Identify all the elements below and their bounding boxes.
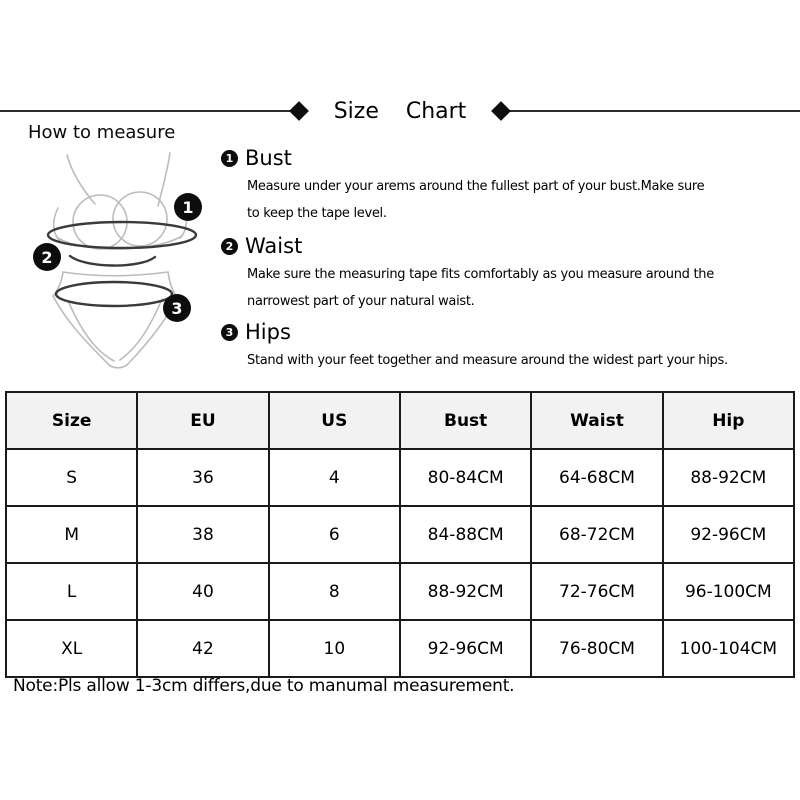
table-header-row — [6, 392, 794, 449]
section-hips-description — [247, 347, 799, 374]
cell-size: XL — [6, 620, 137, 677]
column-header-hip: Hip — [663, 392, 794, 449]
how-to-measure-heading: How to measure — [28, 122, 176, 143]
section-bust-title: Bust — [245, 146, 292, 170]
diamond-icon — [491, 101, 511, 121]
cell-waist: 72-76CM — [531, 563, 662, 620]
cell-eu: 40 — [137, 563, 268, 620]
column-header-waist: Waist — [531, 392, 662, 449]
cell-eu: 38 — [137, 506, 268, 563]
cell-us: 10 — [269, 620, 400, 677]
table-row-l — [6, 563, 794, 620]
column-header-bust: Bust — [400, 392, 531, 449]
header-line-left — [0, 110, 292, 112]
description-line: narrowest part of your natural waist. — [247, 294, 475, 309]
cell-size: S — [6, 449, 137, 506]
table-row-xl — [6, 620, 794, 677]
cell-bust: 88-92CM — [400, 563, 531, 620]
section-hips — [221, 320, 799, 374]
table-row-s — [6, 449, 794, 506]
section-waist — [221, 234, 799, 315]
cell-bust: 84-88CM — [400, 506, 531, 563]
figure-marker-1 — [174, 193, 202, 221]
cell-size: L — [6, 563, 137, 620]
cell-hip: 96-100CM — [663, 563, 794, 620]
description-line: to keep the tape level. — [247, 206, 387, 221]
marker-1-badge: 1 — [221, 150, 238, 167]
section-bust-description — [247, 173, 799, 227]
section-waist-title: Waist — [245, 234, 303, 258]
marker-2-badge: 2 — [221, 238, 238, 255]
bikini-illustration — [10, 138, 215, 373]
cell-us: 6 — [269, 506, 400, 563]
cell-us: 4 — [269, 449, 400, 506]
description-line: Stand with your feet together and measure around the widest part your hips. — [247, 353, 728, 368]
marker-3-badge: 3 — [221, 324, 238, 341]
section-bust — [221, 146, 799, 227]
cell-waist: 76-80CM — [531, 620, 662, 677]
table-row-m — [6, 506, 794, 563]
cell-bust: 80-84CM — [400, 449, 531, 506]
column-header-us: US — [269, 392, 400, 449]
cell-hip: 88-92CM — [663, 449, 794, 506]
description-line: Measure under your arems around the fullest part of your bust.Make sure — [247, 179, 705, 194]
cell-waist: 68-72CM — [531, 506, 662, 563]
measurement-note: Note:Pls allow 1-3cm differs,due to manumal measurement. — [13, 676, 515, 696]
cell-eu: 42 — [137, 620, 268, 677]
page-title: Size Chart — [333, 98, 467, 124]
size-chart-table — [5, 391, 795, 678]
description-line: Make sure the measuring tape fits comfortably as you measure around the — [247, 267, 714, 282]
svg-text:1: 1 — [182, 198, 194, 217]
cell-waist: 64-68CM — [531, 449, 662, 506]
column-header-size: Size — [6, 392, 137, 449]
section-waist-description — [247, 261, 799, 315]
cell-hip: 100-104CM — [663, 620, 794, 677]
svg-text:2: 2 — [41, 248, 53, 267]
svg-text:3: 3 — [171, 299, 183, 318]
cell-hip: 92-96CM — [663, 506, 794, 563]
figure-marker-2 — [33, 243, 61, 271]
header-line-right — [508, 110, 800, 112]
cell-us: 8 — [269, 563, 400, 620]
section-hips-title: Hips — [245, 320, 291, 344]
column-header-eu: EU — [137, 392, 268, 449]
cell-bust: 92-96CM — [400, 620, 531, 677]
figure-marker-3 — [163, 294, 191, 322]
cell-eu: 36 — [137, 449, 268, 506]
cell-size: M — [6, 506, 137, 563]
